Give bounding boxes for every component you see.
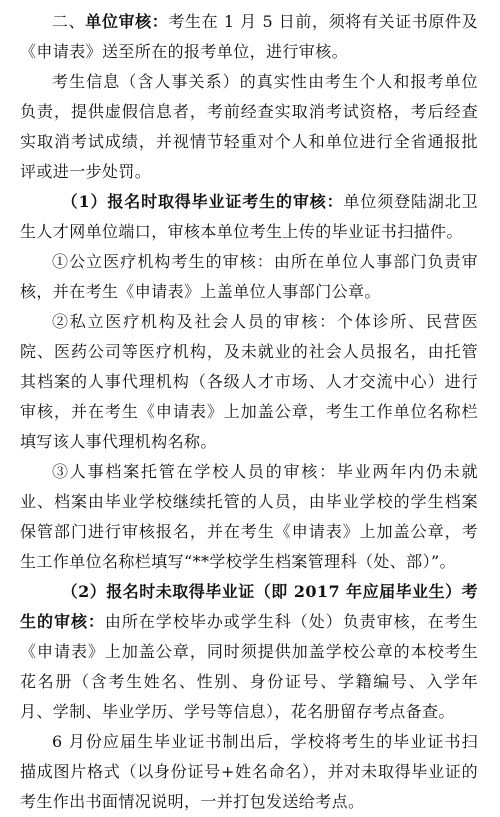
school-archived-text: ③人事档案托管在学校人员的审核：毕业两年内仍未就业、档案由毕业学校继续托管的人员，由毕业学校的学生档案保管部门进行审核报名，并在考生《申请表》上加盖公章，考生工作单位名称栏填写“**学校学生档案管理科（处、部）”。 — [20, 462, 478, 571]
private-institutions-text: ②私立医疗机构及社会人员的审核：个体诊所、民营医院、医药公司等医疗机构，及未就业的社会人员报名，由托管其档案的人事代理机构（各级人才市场、人才交流中心）进行审核，并在考生《申请表》上加盖公章，考生工作单位名称栏填写该人事代理机构名称。 — [20, 312, 478, 451]
june-diploma-text: 6 月份应届生毕业证书制出后，学校将考生的毕业证书扫描成图片格式（以身份证号+姓名命名），并对未取得毕业证的考生作出书面情况说明，一并打包发送给考点。 — [20, 732, 478, 811]
unit-review-text: 考生在 1 月 5 日前，须将有关证书原件及《申请表》送至所在的报考单位，进行审核。 — [20, 12, 478, 61]
subheading-graduates-with-diploma: （1）报名时取得毕业证考生的审核： — [61, 192, 344, 211]
paragraph-fresh-graduates — [20, 577, 478, 727]
graduates-with-diploma-text: 单位须登陆湖北卫生人才网单位端口，审核本单位考生上传的毕业证书扫描件。 — [20, 192, 479, 241]
section-number: 二、 — [52, 12, 86, 31]
paragraph-info-authenticity — [20, 67, 478, 187]
paragraph-graduates-with-diploma — [20, 187, 478, 247]
fresh-graduates-text: 由所在学校毕办或学生科（处）负责审核，在考生《申请表》上加盖公章，同时须提供加盖学校公章的本校考生花名册（含考生姓名、性别、身份证号、学籍编号、入学年月、学制、毕业学历、学号等信息），花名册留存考点备查。 — [20, 612, 478, 721]
section-heading-unit-review: 单位审核： — [85, 12, 169, 31]
info-authenticity-text: 考生信息（含人事关系）的真实性由考生个人和报考单位负责，提供虚假信息者，考前经查实取消考试资格，考后经查实取消考试成绩，并视情节轻重对个人和单位进行全省通报批评或进一步处罚。 — [20, 72, 478, 181]
paragraph-unit-review — [20, 7, 478, 67]
paragraph-june-diploma — [20, 727, 478, 817]
paragraph-private-institutions — [20, 307, 478, 457]
paragraph-public-institutions — [20, 247, 478, 307]
paragraph-school-archived — [20, 457, 478, 577]
public-institutions-text: ①公立医疗机构考生的审核：由所在单位人事部门负责审核，并在考生《申请表》上盖单位人事部门公章。 — [20, 252, 478, 301]
subheading-fresh-graduates: （2）报名时未取得毕业证（即 2017 年应届毕业生）考生的审核： — [20, 582, 478, 631]
